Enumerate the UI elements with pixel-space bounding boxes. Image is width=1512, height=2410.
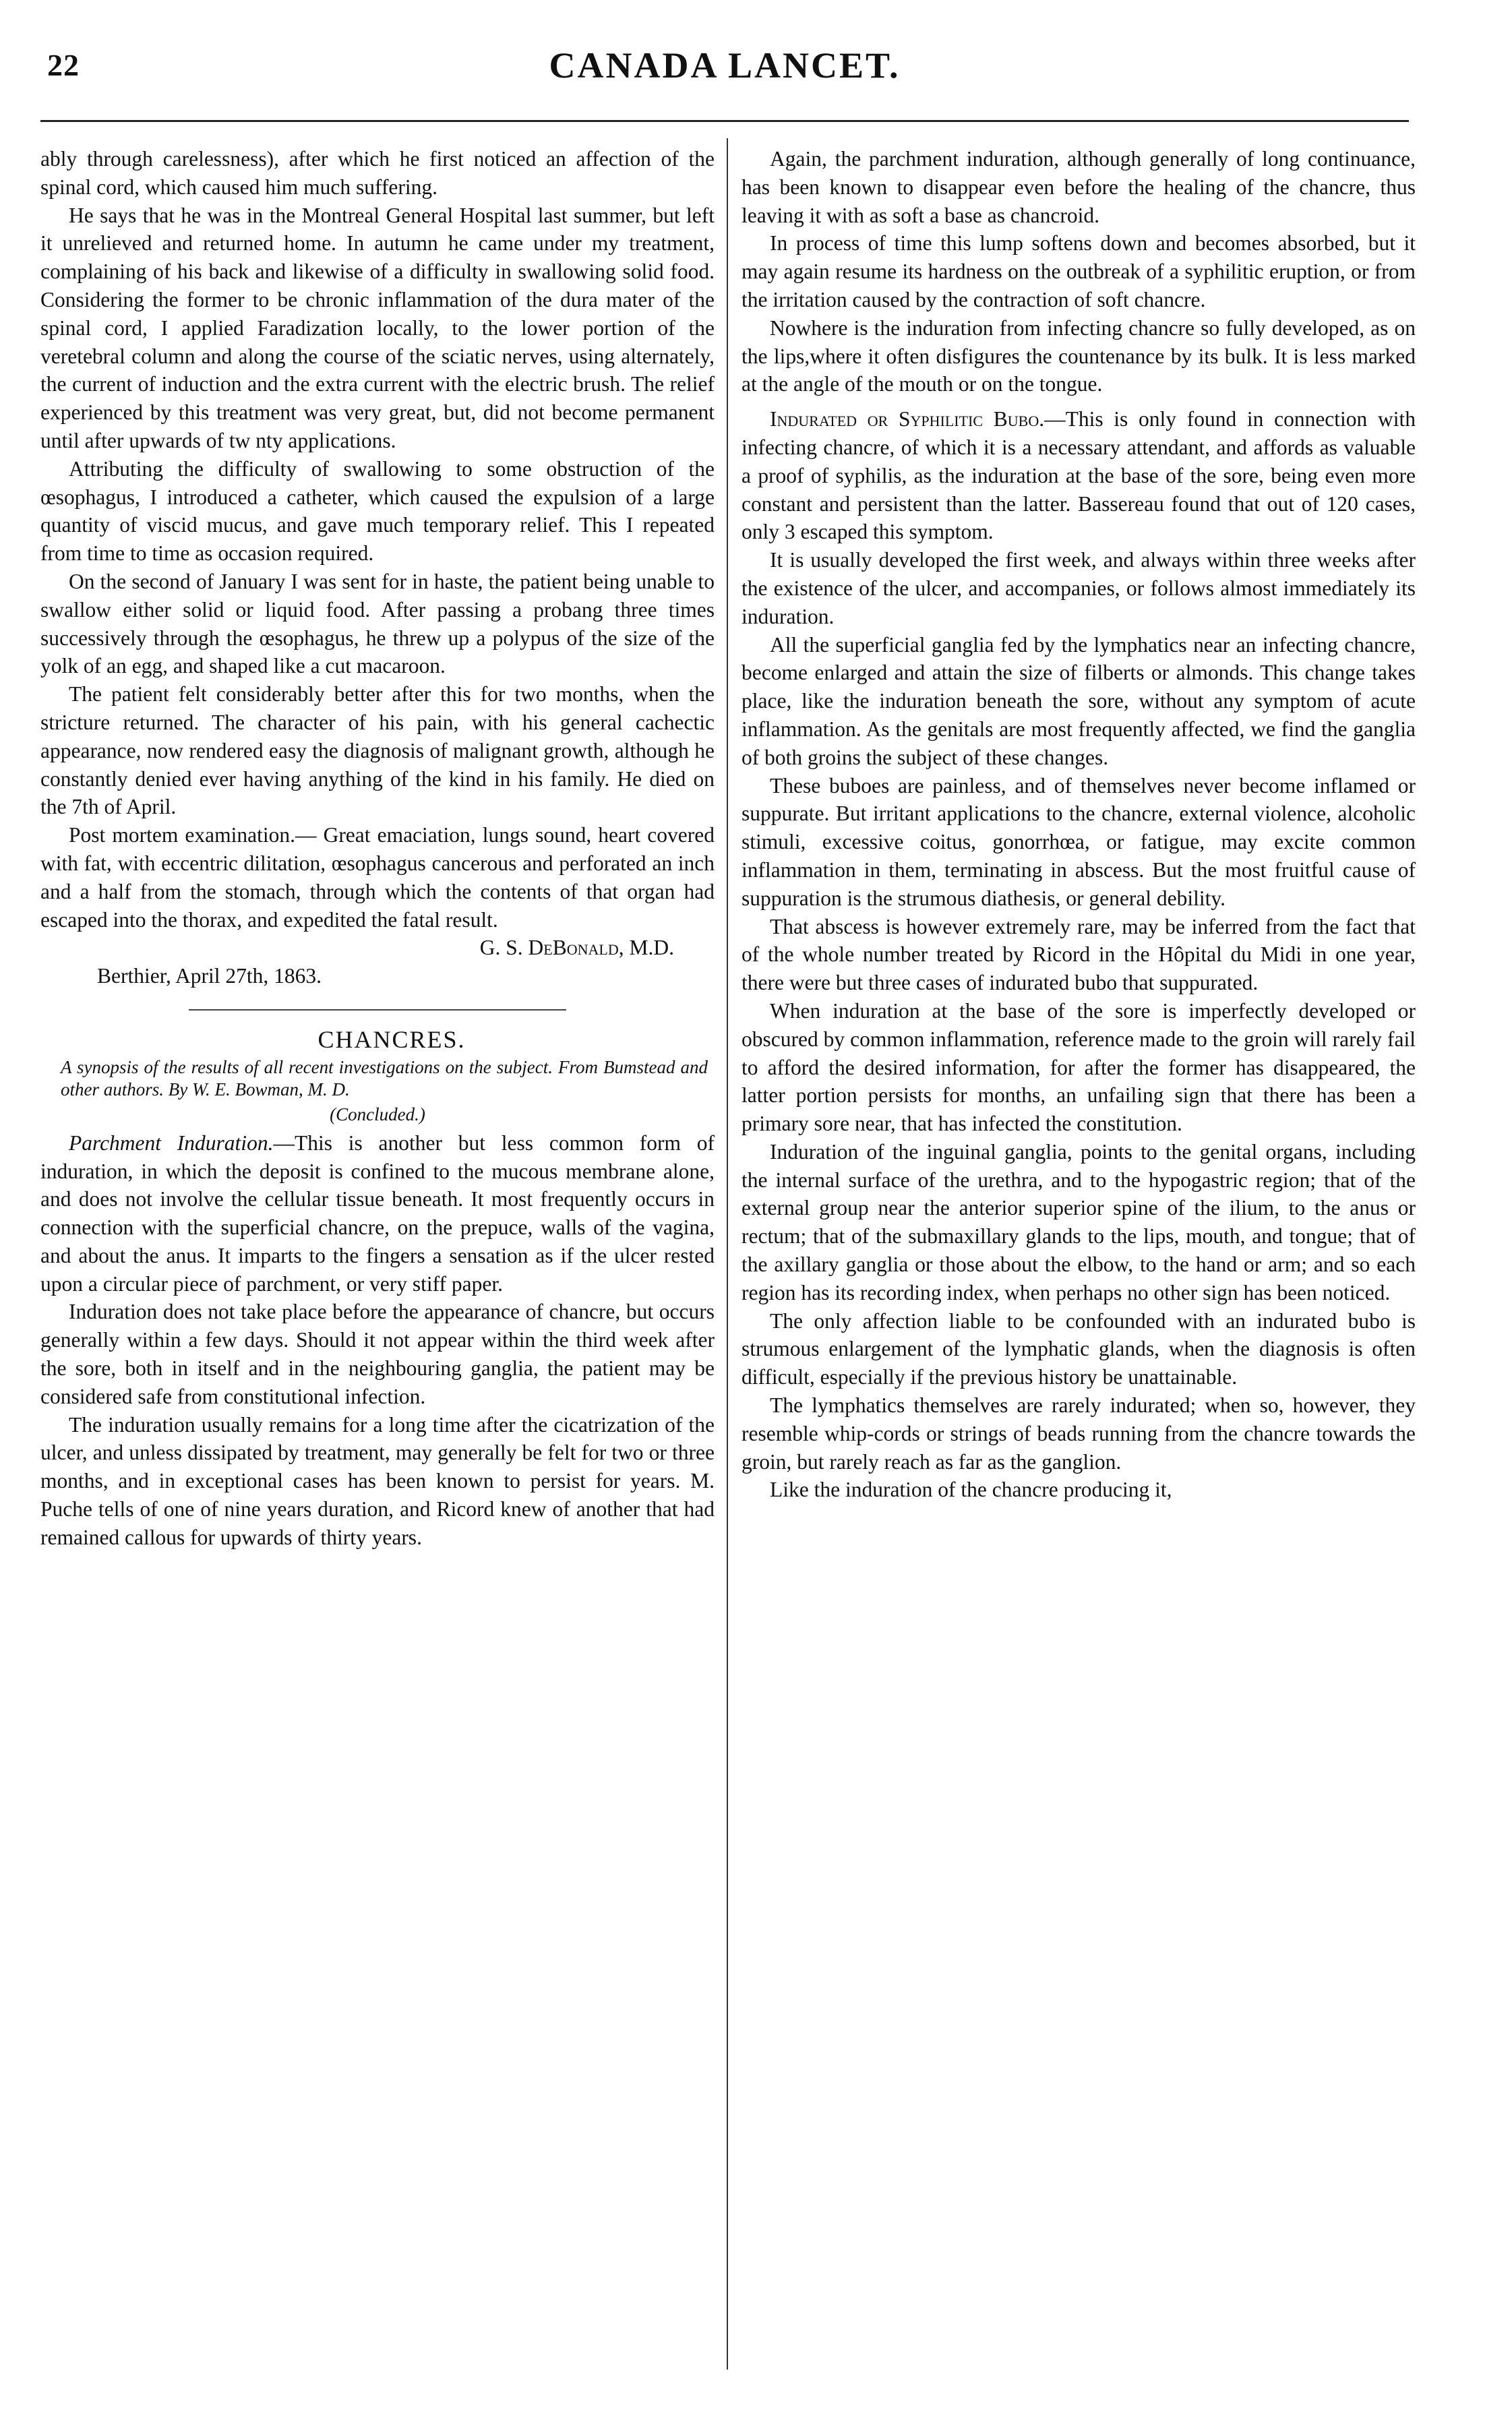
paragraph: The only affection liable to be confounded with an indurated bubo is strumous enlargement of the lymphatic glands, when the diagnosis is often difficult, especially if the previous history be unattainable. [742, 1308, 1416, 1389]
section-title: CHANCRES. [317, 1025, 466, 1053]
paragraph: These buboes are painless, and of themselves never become inflamed or suppurate. But irritant applications to the chancre, external violence, alcoholic stimuli, excessive coitus, gonorrhœa, or fatigue, may excite common inflammation in them, terminating in abscess. But the most fruitful cause of suppuration is the strumous diathesis, or general debility. [742, 773, 1416, 910]
running-head: CANADA LANCET. [549, 45, 901, 86]
paragraph: On the second of January I was sent for in haste, the patient being unable to swallow either solid or liquid food. After passing a probang three times successively through the œsophagus, he threw up a polypus of the size of the yolk of an egg, and shaped like a cut macaroon. [40, 569, 715, 678]
paragraph: In process of time this lump softens down and becomes absorbed, but it may again resume its hardness on the outbreak of a syphilitic eruption, or from the irritation caused by the contraction of soft chancre. [742, 231, 1416, 311]
paragraph: All the superficial ganglia fed by the lymphatics near an infecting chancre, become enlarged and attain the size of filberts or almonds. This change takes place, like the induration beneath the sore, without any symptom of acute inflammation. As the genitals are most frequently affected, we find the ganglia of both groins the subject of these changes. [742, 632, 1416, 769]
paragraph-body: —This is only found in connection with infecting chancre, of which it is a necessary attendant, and affords as valuable a proof of syphilis, as the induration at the base of the sore, being even more constant and persistent than the latter. Bassereau found that out of 120 cases, only 3 escaped this symptom. [742, 407, 1416, 544]
paragraph-body: —This is another but less common form of induration, in which the deposit is confined to the mucous membrane alone, and does not involve the cellular tissue beneath. It most frequently occurs in connection with the superficial chancre, on the prepuce, walls of the vagina, and about the anus. It imparts to the fingers a sensation as if the ulcer rested upon a circular piece of parchment, or very stiff paper. [40, 1131, 715, 1296]
paragraph: Again, the parchment induration, although generally of long continuance, has been known to disappear even before the healing of the chancre, thus leaving it with as soft a base as chancroid. [742, 147, 1416, 227]
paragraph: That abscess is however extremely rare, may be inferred from the fact that of the whole number treated by Ricord in the Hôpital du Midi in one year, there were but three cases of indurated bubo that suppurated. [742, 914, 1416, 995]
spacer [742, 398, 1416, 405]
column-divider [727, 138, 728, 2370]
paragraph: Nowhere is the induration from infecting chancre so fully developed, as on the lips,where it often disfigures the countenance by its bulk. It is less marked at the angle of the mouth or on the tongue. [742, 315, 1416, 396]
paragraph: The induration usually remains for a long time after the cicatrization of the ulcer, and unless dissipated by treatment, may generally be felt for two or three months, and in exceptional cases has been known to persist for years. M. Puche tells of one of nine years duration, and Ricord knew of another that had remained callous for upwards of thirty years. [40, 1412, 715, 1549]
paragraph: Induration does not take place before the appearance of chancre, but occurs generally within a few days. Should it not appear within the third week after the sore, both in itself and in the neighbouring ganglia, the patient may be considered safe from constitutional infection. [40, 1300, 715, 1408]
paragraph: Like the induration of the chancre producing it, [770, 1478, 1172, 1502]
left-column [40, 145, 715, 1552]
paragraph: Post mortem examination.— Great emaciation, lungs sound, heart covered with fat, with eccentric dilitation, œsophagus cancerous and perforated an inch and a half from the stomach, through which the contents of that organ had escaped into the thorax, and expedited the fatal result. [40, 823, 715, 932]
paragraph: He says that he was in the Montreal General Hospital last summer, but left it unrelieved and returned home. In autumn he came under my treatment, complaining of his back and likewise of a difficulty in swallowing solid food. Considering the former to be chronic inflammation of the dura mater of the spinal cord, I applied Faradization locally, to the lower portion of the veretebral column and along the course of the sciatic nerves, using alternately, the current of induction and the extra current with the electric brush. The relief experienced by this treatment was very great, but, did not become permanent until after upwards of tw nty applications. [40, 203, 715, 452]
paragraph-lead: Parchment Induration. [69, 1131, 274, 1155]
page-number: 22 [47, 48, 80, 82]
paragraph: The patient felt considerably better after this for two months, when the stricture returned. The character of his pain, with his general cachectic appearance, now rendered easy the diagnosis of malignant growth, although he constantly denied ever having anything of the kind in his family. He died on the 7th of April. [40, 682, 715, 819]
paragraph: Induration of the inguinal ganglia, points to the genital organs, including the internal surface of the urethra, and to the hypogastric region; that of the external group near the anterior superior spine of the ilium, to the anus or rectum; that of the submaxillary glands to the lips, mouth, and tongue; that of the axillary ganglia or those about the elbow, to the hand or arm; and so each region has its recording index, when perhaps no other sign has been noticed. [742, 1139, 1416, 1304]
paragraph-lead: Indurated or Syphilitic Bubo. [770, 407, 1045, 431]
page-header [40, 34, 1409, 94]
dateline: Berthier, April 27th, 1863. [97, 964, 322, 988]
paragraph: The lymphatics themselves are rarely indurated; when so, however, they resemble whip-cords or strings of beads running from the chancre towards the groin, but rarely reach as far as the ganglion. [742, 1393, 1416, 1474]
author-signature: G. S. DeBonald, M.D. [479, 936, 674, 960]
section-divider [189, 1009, 566, 1011]
paragraph: It is usually developed the first week, and always within three weeks after the existence of the ulcer, and accompanies, or follows almost immediately its induration. [742, 548, 1416, 628]
paragraph [40, 1129, 715, 1298]
paragraph [742, 405, 1416, 546]
section-synopsis: A synopsis of the results of all recent investigations on the subject. From Bumstead and other authors. By W. E. Bowman, M. D. [61, 1056, 708, 1099]
concluded-note: (Concluded.) [330, 1104, 425, 1124]
paragraph: Attributing the difficulty of swallowing to some obstruction of the œsophagus, I introduced a catheter, which caused the expulsion of a large quantity of viscid mucus, and gave much temporary relief. This I repeated from time to time as occasion required. [40, 456, 715, 566]
paragraph: ably through carelessness), after which he first noticed an affection of the spinal cord, which caused him much suffering. [40, 147, 715, 199]
right-column [742, 145, 1416, 1504]
paragraph: When induration at the base of the sore is imperfectly developed or obscured by common inflammation, reference made to the groin will rarely fail to afford the desired information, for after the former has disappeared, the latter portion persists for months, an unfailing sign that there has been a primary sore near, that has infected the constitution. [742, 998, 1416, 1136]
header-rule [40, 120, 1409, 122]
